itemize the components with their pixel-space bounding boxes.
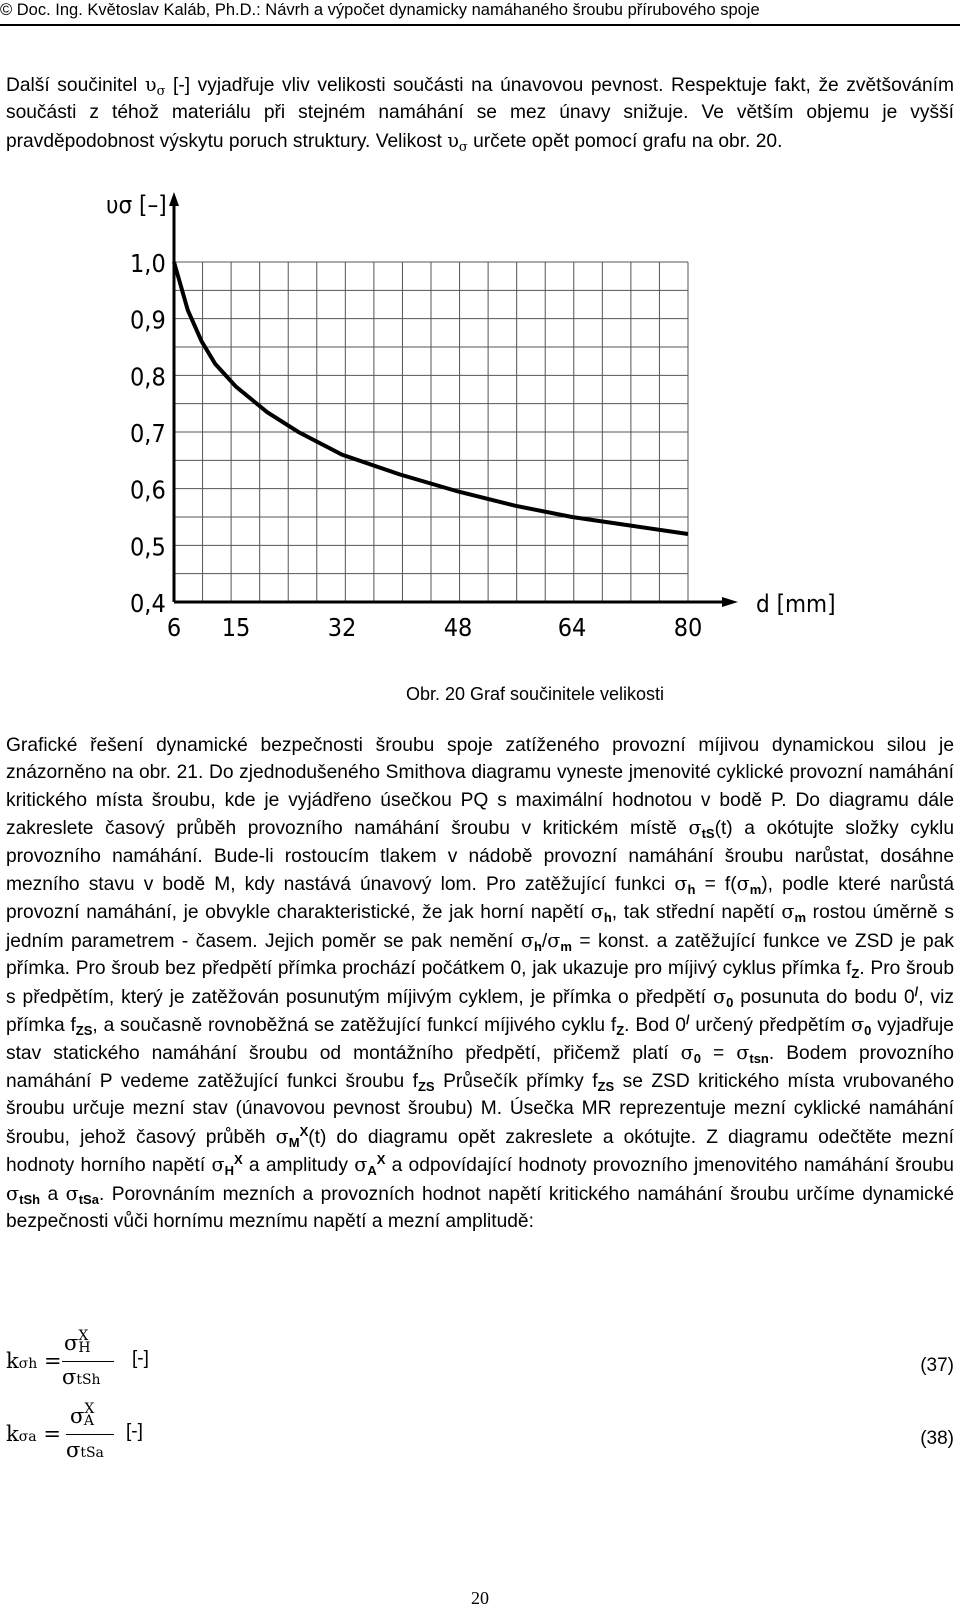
eq37-numerator <box>64 1328 101 1356</box>
subscript: 0 <box>693 1051 701 1067</box>
subscript: m <box>749 882 762 898</box>
subscript: tS <box>701 826 715 842</box>
sigma-subscript: σ <box>458 139 468 155</box>
text: vyjadřuje stav statického namáhání šroubu od montážního předpětí, přičemž platí <box>6 1015 954 1065</box>
sigma-symbol: σ <box>590 900 604 924</box>
y-axis-label: υσ [–] <box>106 191 167 219</box>
superscript: X <box>299 1123 309 1139</box>
eq38-num-sup: X <box>84 1401 94 1417</box>
text: , a současně rovnoběžná se zatěžující funkcí míjivého cyklu f <box>92 1015 617 1037</box>
text: . Bod 0 <box>624 1015 686 1037</box>
text: . Bodem provozního namáhání P vedeme zatěžující funkci šroubu f <box>6 1043 954 1092</box>
upsilon-symbol: υ <box>144 73 157 96</box>
superscript: / <box>914 983 919 999</box>
eq37-fraction-bar <box>62 1361 114 1362</box>
text: / <box>541 930 548 952</box>
eq38-unit: [-] <box>126 1421 143 1442</box>
superscript: / <box>685 1012 690 1028</box>
y-axis-arrow <box>169 192 179 206</box>
text: = f( <box>695 874 737 896</box>
eq38-number: (38) <box>920 1428 954 1449</box>
page-number: 20 <box>471 1588 489 1608</box>
sigma-symbol: σ <box>851 1013 865 1037</box>
eq38-lhs-sub: σa <box>18 1429 37 1445</box>
superscript: X <box>376 1152 386 1168</box>
y-tick-label: 0,5 <box>130 532 166 562</box>
eq37-den-sub: tSh <box>76 1372 101 1388</box>
subscript: tSa <box>78 1191 99 1207</box>
sigma-symbol: σ <box>6 1181 20 1205</box>
eq38-lhs <box>6 1422 61 1446</box>
x-axis-arrow <box>722 597 738 607</box>
upsilon-symbol: υ <box>447 128 459 152</box>
text: se ZSD kritického místa vrubovaného šroubu určuje mezní stav (únavovou pevnost šroubu) M. Úsečka MR reprezentuje mezní cyklické namáhání šroubu, jehož časový průběh <box>6 1070 954 1148</box>
eq38-num-sigma: σ <box>70 1404 85 1428</box>
text: posunuta do bodu 0 <box>733 986 915 1008</box>
subscript: tSh <box>19 1191 41 1207</box>
subscript: 0 <box>864 1023 872 1039</box>
equation-38 <box>6 1398 954 1468</box>
text: . Pro šroub s předpětím, který je zatěžován posunutým míjivým cyklem, je přímka o předpětí <box>6 958 954 1008</box>
subscript: ZS <box>417 1078 435 1094</box>
x-tick-label: 64 <box>557 613 587 642</box>
y-tick-label: 0,9 <box>130 305 166 335</box>
header-rule <box>0 24 960 26</box>
eq38-den-sigma: σ <box>66 1438 81 1462</box>
sigma-symbol: σ <box>736 1041 750 1065</box>
x-axis-label: d [mm] <box>756 590 836 618</box>
size-factor-chart <box>0 190 960 670</box>
eq37-lhs <box>6 1349 62 1373</box>
subscript: tsn <box>749 1051 769 1067</box>
subscript: Z <box>616 1023 625 1039</box>
eq38-num-sub: A <box>83 1413 94 1429</box>
text: (t) do diagramu opět zakreslete a okótujte. Z diagramu odečtěte mezní hodnoty horního napětí <box>6 1126 954 1177</box>
text: a odpovídající hodnoty provozního jmenovitého namáhání šroubu <box>385 1155 954 1177</box>
x-tick-label: 48 <box>443 613 473 642</box>
para1-text-1: Další součinitel <box>6 75 145 96</box>
text: rostou úměrně s jedním parametrem - časem. Jejich poměr se pak nemění <box>6 902 954 952</box>
subscript: ZS <box>75 1023 93 1039</box>
subscript: Z <box>851 966 860 982</box>
para1-text-2: [-] vyjadřuje vliv velikosti součásti na únavovou pevnost. Respektuje fakt, že zvětšováním součásti z téhož materiálu při stejném namáhání se mez únavy snižuje. Ve větším objemu je vyšší pravděpodobnost výskytu poruch struktury. Velikost <box>6 75 954 152</box>
eq37-number: (37) <box>920 1355 954 1376</box>
eq38-denominator <box>66 1438 104 1462</box>
text: a <box>40 1183 66 1205</box>
eq38-k: k <box>6 1422 19 1446</box>
page-header: © Doc. Ing. Květoslav Kaláb, Ph.D.: Návrh a výpočet dynamicky namáhaného šroubu přírubového spoje <box>0 1 760 19</box>
figure-caption: Obr. 20 Graf součinitele velikosti <box>405 684 665 704</box>
superscript: X <box>233 1152 243 1168</box>
sigma-symbol: σ <box>712 984 727 1008</box>
text: (t) a okótujte složky cyklu provozního namáhání. Bude-li rostoucím tlakem v nádobě provozní namáhání šroubu narůstat, dosáhne mezního stavu v bodě M, kdy nastává únavový lom. Pro zatěžující funkci <box>6 818 954 896</box>
eq37-num-sub: H <box>78 1340 91 1356</box>
text: Průsečík přímky f <box>434 1070 598 1092</box>
equation-37 <box>6 1325 954 1395</box>
sigma-symbol: σ <box>674 872 688 896</box>
text: , viz přímka f <box>6 986 954 1037</box>
subscript: h <box>533 938 542 954</box>
text: Grafické řešení dynamické bezpečnosti šroubu spoje zatíženého provozní míjivou dynamickou silou je znázorněno na obr. 21. Do zjednodušeného Smithova diagramu vyneste jmenovité cyklické provozní namáhání kritického místa šroubu, kde je vyjádřeno úsečkou PQ s maximální hodnotou v bodě P. Do diagramu dále zakreslete časový průběh provozního namáhání šroubu v kritickém místě <box>6 735 954 840</box>
eq37-den-sigma: σ <box>62 1365 77 1389</box>
sigma-symbol: σ <box>680 1041 694 1065</box>
sigma-symbol: σ <box>736 872 750 896</box>
sigma-symbol: σ <box>520 928 534 952</box>
text: a amplitudy <box>242 1155 355 1177</box>
text: ), podle které narůstá provozní namáhání, je obvykle charakteristické, že jak horní napětí <box>6 874 954 924</box>
text: . Porovnáním mezních a provozních hodnot napětí kritického namáhání šroubu určíme dynamické bezpečnosti vůči hornímu meznímu napětí a mezní amplitudě: <box>6 1183 954 1232</box>
eq38-equals: = <box>43 1422 61 1446</box>
sigma-symbol: σ <box>211 1153 225 1177</box>
x-tick-label: 15 <box>221 613 251 642</box>
sigma-symbol: σ <box>65 1181 79 1205</box>
y-tick-label: 0,7 <box>130 419 166 448</box>
eq37-lhs-sub: σh <box>18 1356 38 1372</box>
x-tick-label: 80 <box>673 613 703 642</box>
x-tick-label: 32 <box>327 613 357 642</box>
text: , tak střední napětí <box>611 902 782 924</box>
subscript: H <box>224 1163 234 1179</box>
chart-tick-labels <box>130 249 702 642</box>
intro-paragraph <box>6 71 954 155</box>
eq37-k: k <box>6 1349 19 1373</box>
subscript: m <box>794 910 807 926</box>
y-tick-label: 0,4 <box>130 589 166 618</box>
y-tick-label: 0,8 <box>130 362 166 392</box>
eq37-equals: = <box>44 1349 62 1373</box>
text: = <box>700 1043 737 1065</box>
subscript: ZS <box>597 1078 615 1094</box>
sigma-subscript: σ <box>156 84 166 99</box>
sigma-symbol: σ <box>781 900 795 924</box>
subscript: 0 <box>726 994 734 1010</box>
y-tick-label: 1,0 <box>130 249 166 278</box>
y-tick-label: 0,6 <box>130 475 166 505</box>
sigma-symbol: σ <box>354 1153 368 1177</box>
subscript: m <box>560 938 572 954</box>
eq37-denominator <box>62 1365 101 1389</box>
eq37-unit: [-] <box>132 1348 149 1369</box>
sigma-symbol: σ <box>275 1124 289 1148</box>
eq38-den-sub: tSa <box>80 1445 104 1461</box>
eq37-num-sigma: σ <box>64 1331 79 1355</box>
main-paragraph <box>6 732 954 1235</box>
para1-text-3: určete opět pomocí grafu na obr. 20. <box>467 130 783 152</box>
text: = konst. a zatěžující funkce ve ZSD je pak přímka. Pro šroub bez předpětí přímka prochází počátkem 0, jak ukazuje pro míjivý cyklus přímka f <box>6 930 954 980</box>
subscript: A <box>367 1163 377 1179</box>
sigma-symbol: σ <box>547 928 561 952</box>
subscript: h <box>603 910 612 926</box>
eq38-numerator <box>70 1401 104 1429</box>
subscript: h <box>687 882 696 898</box>
text: určený předpětím <box>689 1015 852 1037</box>
chart-grid <box>174 262 688 602</box>
sigma-symbol: σ <box>688 816 702 840</box>
eq37-num-sup: X <box>78 1328 89 1344</box>
subscript: M <box>288 1134 300 1150</box>
x-tick-label: 6 <box>166 613 182 642</box>
eq38-fraction-bar <box>66 1434 114 1435</box>
